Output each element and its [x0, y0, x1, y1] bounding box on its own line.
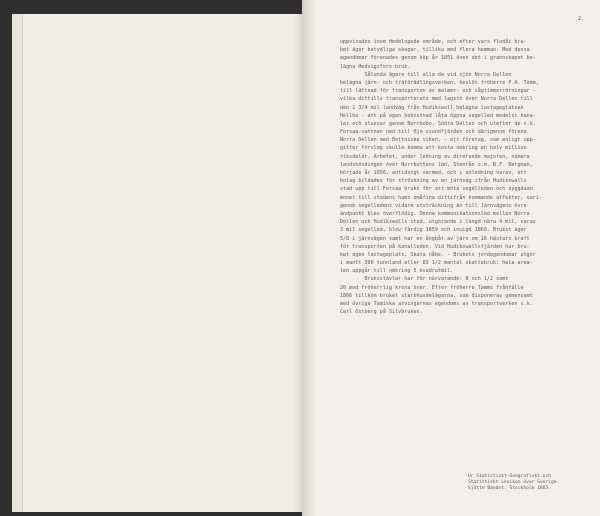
right-text-page — [302, 0, 600, 516]
source-note-line: Statistiskt Lexikon över Sverige. — [468, 480, 560, 486]
body-text-line: 5/8 i järnvägen samt har en ångbåt av järn om 16 hästars kraft — [340, 235, 530, 242]
body-text-line: Dellen och Hudikswalls stad, utgörande i längd nära 4 mil, varav — [340, 219, 536, 226]
body-text-line: vilka dittills transporterats med lagstö över Norra Dellen till — [340, 96, 533, 103]
body-text-line: den 1 3/4 mil landväg från Hudikswall belägna lastageplatsen — [340, 104, 524, 111]
body-text-line: landshövdingen över Norrbottens län, Stenrån o.m. B.F. Bergman, — [340, 161, 533, 168]
body-text-line: ler och slussar genom Norrbobn, Södra Dellen och utefter de s.k. — [340, 120, 536, 127]
body-text-line: ket egen lastageplats, Skata nåbe. - Brukets jordegendomar utgör — [340, 251, 536, 258]
page-number: 2. — [577, 16, 584, 22]
body-text-line: 3 mil segelled, blev färdig 1859 och invigd 1860. Brukst äger — [340, 227, 527, 234]
body-text-line: monet till stadens hamn omåfina dittifrån kommande affekter, vari- — [340, 194, 542, 201]
left-page-fold-shadow — [294, 14, 302, 512]
left-page-binding-stripe — [12, 14, 23, 512]
body-text-line: började år 1856, antidsigt varmed, och i anledning varav, ett — [340, 170, 527, 176]
body-text-line: len uppgår till omkring 5 kvadratmil. — [340, 268, 454, 275]
body-text — [340, 38, 588, 316]
body-text-line: uppvisades inom Hedelopede område, och efter vars flodåi bru- — [340, 39, 527, 45]
body-text-line: till lättnad för transporten av malmer- och sågtimmerrörningar - — [340, 88, 536, 95]
body-text-line: Sålunda ägare till alla de vid sjön Norra Dellen — [340, 71, 512, 78]
body-text-line: Forsaa-vattnen ned till Hjo-ssundfjärden och därigenom förena — [340, 129, 527, 136]
source-note — [468, 474, 596, 493]
body-text-line: riksdaler. Arbetet, under ledning av direrande majoren, numera — [340, 153, 530, 160]
body-text-line: gitter förvlag skulle komma att kosta omkring en halv million — [340, 145, 527, 152]
body-text-line: stad upp till Forsaa bruks för att möta segelleden och ayggdaan — [340, 186, 533, 193]
body-text-line: lägna Hedvigsfors bruk. — [340, 63, 411, 70]
body-text-line: med övriga Tamiska arvingarnas egendoms av transportverken s.k. — [340, 301, 533, 307]
body-text-line: i mantt 300 tunnland eller 83 1/2 mantal skattebruk; hela area- — [340, 260, 533, 267]
right-page-gutter-shadow — [302, 0, 316, 516]
body-text-line: 1866 tillköm bruket starbhusdelägarna, som disponeras gemensamt — [340, 292, 533, 299]
left-blank-page — [12, 14, 302, 512]
body-text-line: Norra Dellen med Bottniska viken, - ett företag, som enligt upp- — [340, 137, 536, 144]
source-note-line: Ur Statistiskt-Geografiskt och — [468, 474, 551, 479]
source-note-line: Sjätte Bandet. Stockholm 1865. — [468, 486, 551, 492]
body-text-line: Hellbo - att på egen bekostnad låta öppna segelled medelst kana- — [340, 112, 536, 119]
body-text-line: 20 med fröherrlig krona över. Efter fröherre Tamms frånfälle — [340, 284, 524, 291]
body-text-line: bet äger betydliga skogar, tillika med flera hemman. Med dessa — [340, 47, 530, 54]
body-text-line: egendomar förenades genom köp år 1851 även det i grannskapet be- — [340, 55, 536, 62]
body-text-line: belägna järn- och träförädlingsverken, beslöt fröherre P.A. Tamm, — [340, 79, 539, 86]
body-text-line: ändpunkt blev överflödig. Denna kommunikationsled mellan Norra — [340, 210, 530, 217]
body-text-line: bolag bildades för strövkning av en järnväg ifrån Hudikswalls — [340, 178, 527, 185]
body-text-line: för transporten på kanalleden. Vid Hudikswallsfjärden har bru- — [340, 243, 530, 250]
body-text-line: genom segelledens vidare utsträckning än till Järnvägens övre — [340, 202, 527, 209]
body-text-line: Bruksstävlar har för närvarande: 8 och 1/2 samt — [340, 276, 509, 283]
body-text-line: Carl Ostberg på Silvbruken. — [340, 309, 423, 316]
